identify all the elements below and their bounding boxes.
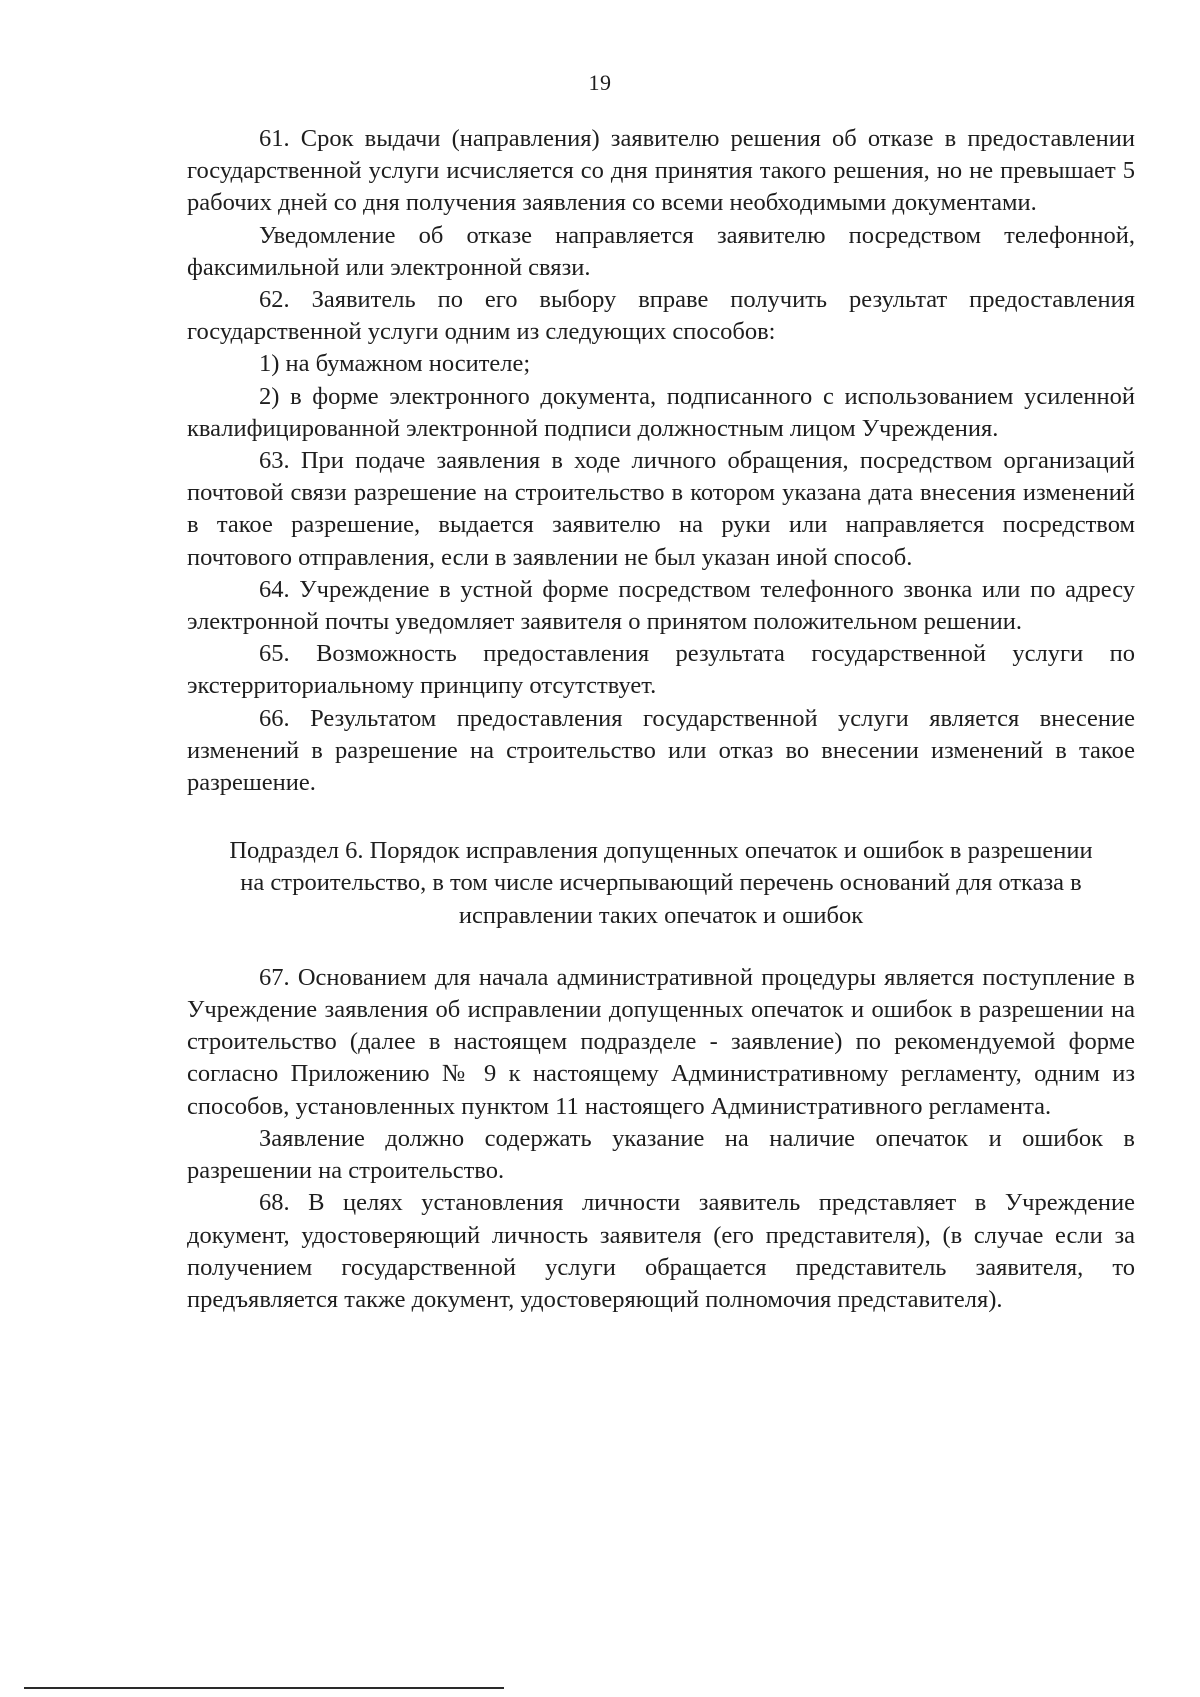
section-heading: Подраздел 6. Порядок исправления допущенных опечаток и ошибок в разрешении на строительство, в том числе исчерпывающий перечень оснований для отказа в исправлении таких опечаток и ошибок [229, 837, 1093, 929]
paragraph-62: 62. Заявитель по его выбору вправе получить результат предоставления государственной услуги одним из следующих способов: [187, 286, 1135, 346]
paragraph-61: 61. Срок выдачи (направления) заявителю решения об отказе в предоставлении государственной услуги исчисляется со дня принятия такого решения, но не превышает 5 рабочих дней со дня получения заявления со всеми необходимыми документами. [187, 125, 1135, 217]
paragraph-65: 65. Возможность предоставления результата государственной услуги по экстерриториальному принципу отсутствует. [187, 640, 1135, 700]
paragraph-63: 63. При подаче заявления в ходе личного обращения, посредством организаций почтовой связи разрешение на строительство в котором указана дата внесения изменений в такое разрешение, выдается заявителю на руки или направляется посредством почтового отправления, если в заявлении не был указан иной способ. [187, 447, 1135, 571]
paragraph-67: 67. Основанием для начала административной процедуры является поступление в Учреждение заявления об исправлении допущенных опечаток и ошибок в разрешении на строительство (далее в настоящем подразделе - заявление) по рекомендуемой форме согласно Приложению № 9 к настоящему Административному регламенту, одним из способов, установленных пунктом 11 настоящего Административного регламента. [187, 963, 1135, 1120]
footer-divider [24, 1687, 504, 1689]
list-item-paper: 1) на бумажном носителе; [259, 350, 531, 378]
paragraph-application-content: Заявление должно содержать указание на наличие опечаток и ошибок в разрешении на строительство. [187, 1124, 1135, 1185]
document-body [187, 123, 1135, 1316]
paragraph-66: 66. Результатом предоставления государственной услуги является внесение изменений в разрешение на строительство или отказ во внесении изменений в такое разрешение. [187, 704, 1135, 797]
paragraph-68: 68. В целях установления личности заявитель представляет в Учреждение документ, удостоверяющий личность заявителя (его представителя), (в случае если за получением государственной услуги обращается представитель заявителя, то предъявляется также документ, удостоверяющий полномочия представителя). [187, 1189, 1135, 1313]
paragraph-64: 64. Учреждение в устной форме посредством телефонного звонка или по адресу электронной почты уведомляет заявителя о принятом положительном решении. [187, 575, 1135, 636]
paragraph-notification: Уведомление об отказе направляется заявителю посредством телефонной, факсимильной или электронной связи. [187, 221, 1135, 281]
list-item-electronic: 2) в форме электронного документа, подписанного с использованием усиленной квалифицированной электронной подписи должностным лицом Учреждения. [187, 382, 1135, 442]
page-number: 19 [588, 70, 612, 95]
